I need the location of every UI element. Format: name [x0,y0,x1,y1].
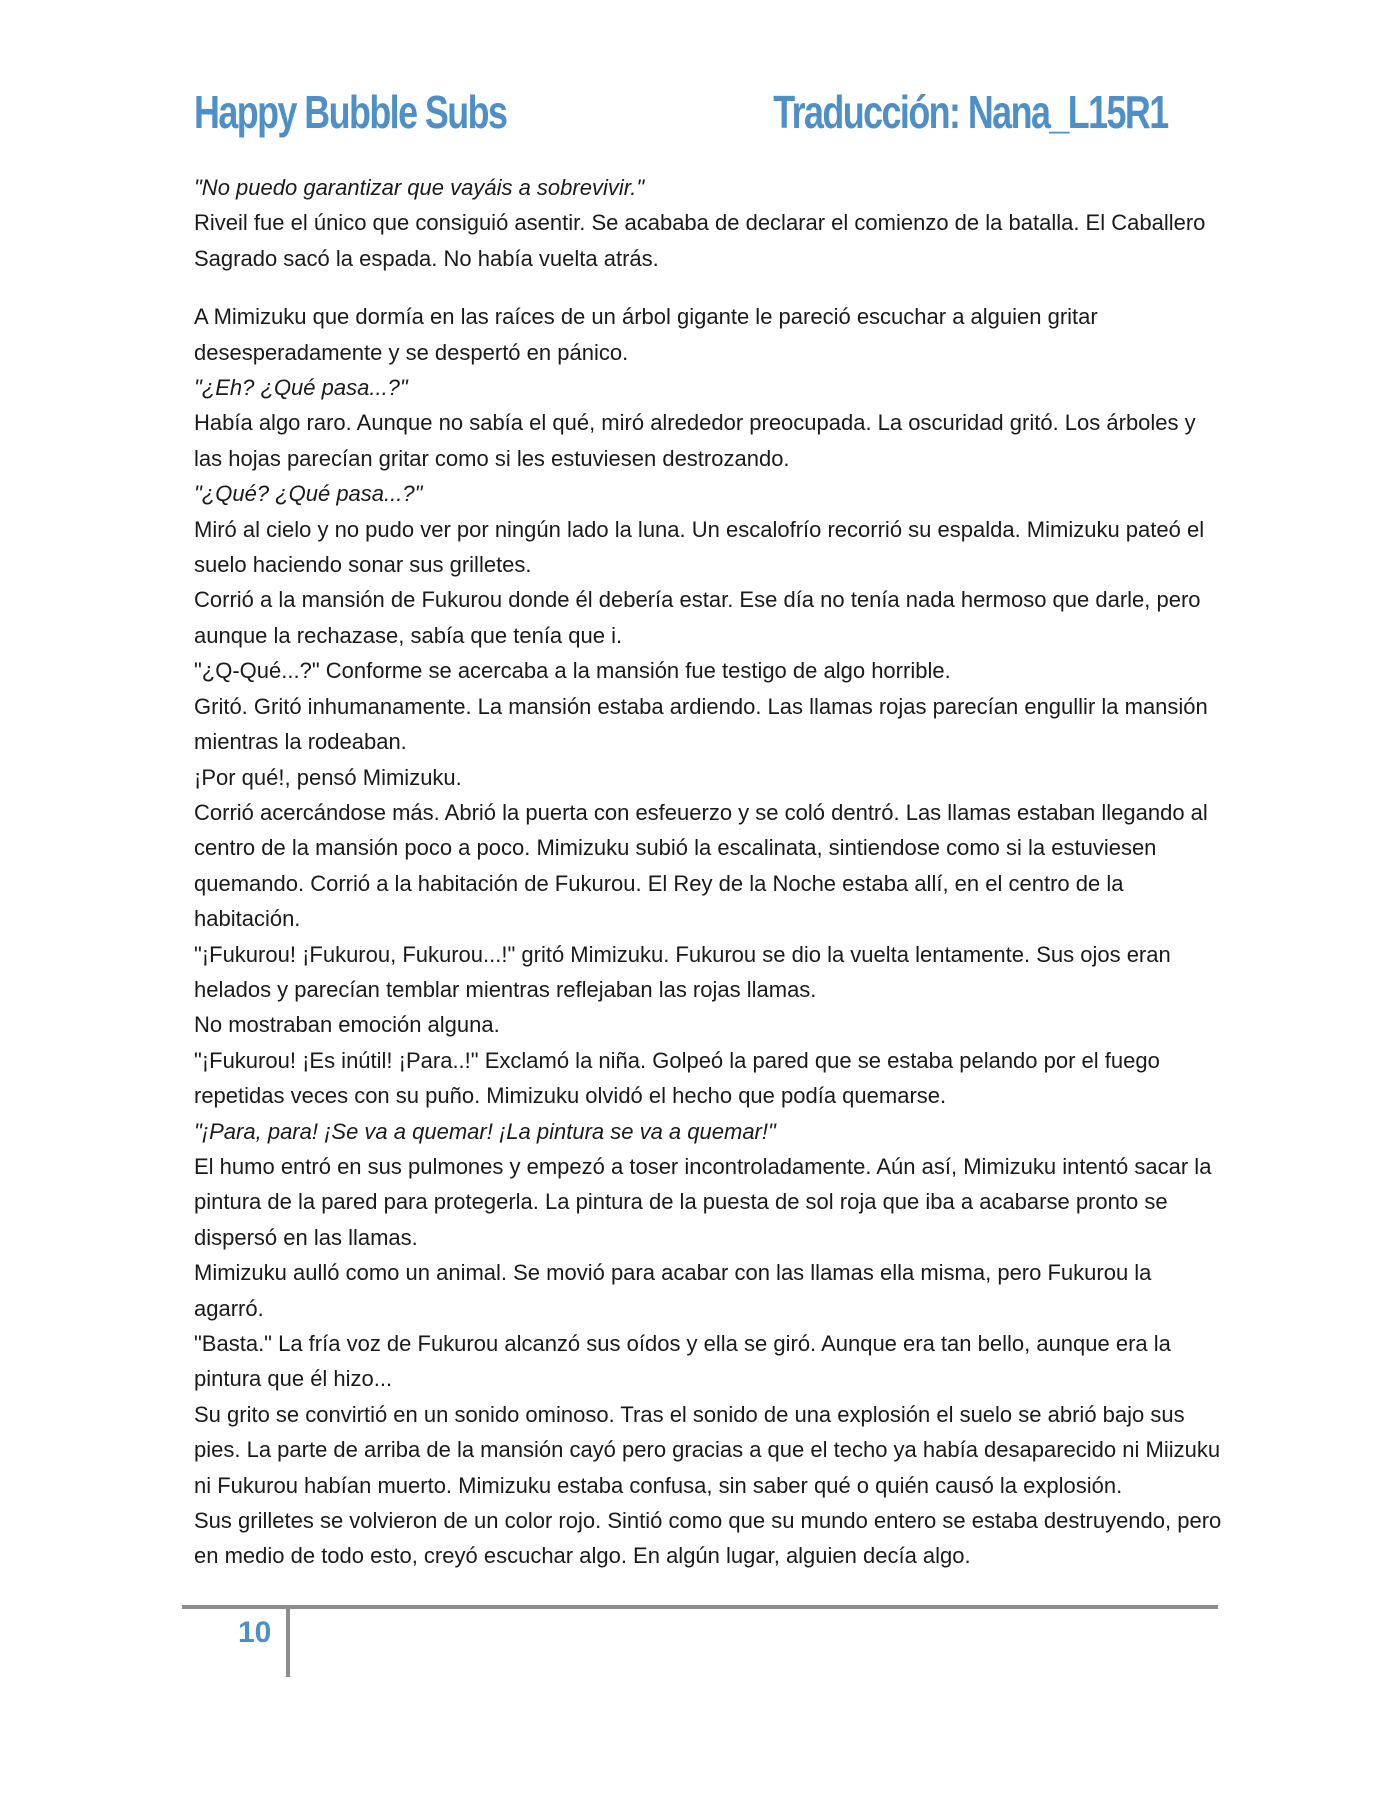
paragraph: "¡Fukurou! ¡Fukurou, Fukurou...!" gritó Mimizuku. Fukurou se dio la vuelta lentamente. Sus ojos eran helados y parecían temblar mientras reflejaban las rojas llamas. [194,941,1171,1002]
footer-divider [286,1607,290,1677]
page-number: 10 [238,1616,272,1649]
paragraph: A Mimizuku que dormía en las raíces de un árbol gigante le pareció escuchar a alguien gritar desesperadamente y se despertó en pánico. [194,304,1098,365]
paragraph: Corrió a la mansión de Fukurou donde él debería estar. Ese día no tenía nada hermoso que darle, pero aunque la rechazase, sabía que tenía que i. [194,587,1201,648]
paragraph: Su grito se convirtió en un sonido ominoso. Tras el sonido de una explosión el suelo se abrió bajo sus pies. La parte de arriba de la mansión cayó pero gracias a que el techo ya había desaparecido ni Miizuku ni Fukurou habían muerto. Mimizuku estaba confusa, sin saber qué o quién causó la explosión. [194,1401,1221,1498]
paragraph: Mimizuku aulló como un animal. Se movió para acabar con las llamas ella misma, pero Fukurou la agarró. [194,1260,1152,1321]
paragraph: "¿Eh? ¿Qué pasa...?" [194,375,408,401]
paragraph: Riveil fue el único que consiguió asentir. Se acababa de declarar el comienzo de la batalla. El Caballero Sagrado sacó la espada. No había vuelta atrás. [194,210,1206,271]
document-body [194,170,1224,1574]
paragraph: "¡Fukurou! ¡Es inútil! ¡Para..!" Exclamó la niña. Golpeó la pared que se estaba pelando por el fuego repetidas veces con su puño. Mimizuku olvidó el hecho que podía quemarse. [194,1047,1160,1109]
paragraph: "¿Qué? ¿Qué pasa...?" [194,481,423,507]
paragraph: ¡Por qué!, pensó Mimizuku. [194,764,462,790]
paragraph: "¡Para, para! ¡Se va a quemar! ¡La pintura se va a quemar!" [194,1118,776,1144]
header-site-name: Happy Bubble Subs [194,86,507,138]
paragraph: "Basta." La fría voz de Fukurou alcanzó sus oídos y ella se giró. Aunque era tan bello, aunque era la pintura que él hizo... [194,1331,1171,1392]
paragraph: "No puedo garantizar que vayáis a sobrevivir." [194,175,645,200]
paragraph: Sus grilletes se volvieron de un color rojo. Sintió como que su mundo entero se estaba destruyendo, pero en medio de todo esto, creyó escuchar algo. En algún lugar, alguien decía algo. [194,1508,1222,1569]
paragraph: Miró al cielo y no pudo ver por ningún lado la luna. Un escalofrío recorrió su espalda. Mimizuku pateó el suelo haciendo sonar sus grilletes. [194,516,1205,578]
header-translator-credit: Traducción: Nana_L15R1 [773,86,1168,138]
paragraph: No mostraban emoción alguna. [194,1012,500,1038]
paragraph: Gritó. Gritó inhumanamente. La mansión estaba ardiendo. Las llamas rojas parecían engullir la mansión mientras la rodeaban. [194,693,1208,755]
paragraph: Había algo raro. Aunque no sabía el qué, miró alrededor preocupada. La oscuridad gritó. Los árboles y las hojas parecían gritar como si les estuviesen destrozando. [194,410,1196,471]
paragraph: "¿Q-Qué...?" Conforme se acercaba a la mansión fue testigo de algo horrible. [194,658,951,684]
paragraph: El humo entró en sus pulmones y empezó a toser incontroladamente. Aún así, Mimizuku intentó sacar la pintura de la pared para protegerla. La pintura de la puesta de sol roja que iba a acabarse pronto se dispersó en las llamas. [194,1153,1212,1250]
footer-rule [182,1605,1218,1609]
paragraph: Corrió acercándose más. Abrió la puerta con esfeuerzo y se coló dentró. Las llamas estaban llegando al centro de la mansión poco a poco. Mimizuku subió la escalinata, sintiendose como si la estuviesen quemando. Corrió a la habitación de Fukurou. El Rey de la Noche estaba allí, en el centro de la habitación. [194,799,1208,932]
paragraph-gap [194,276,1224,299]
